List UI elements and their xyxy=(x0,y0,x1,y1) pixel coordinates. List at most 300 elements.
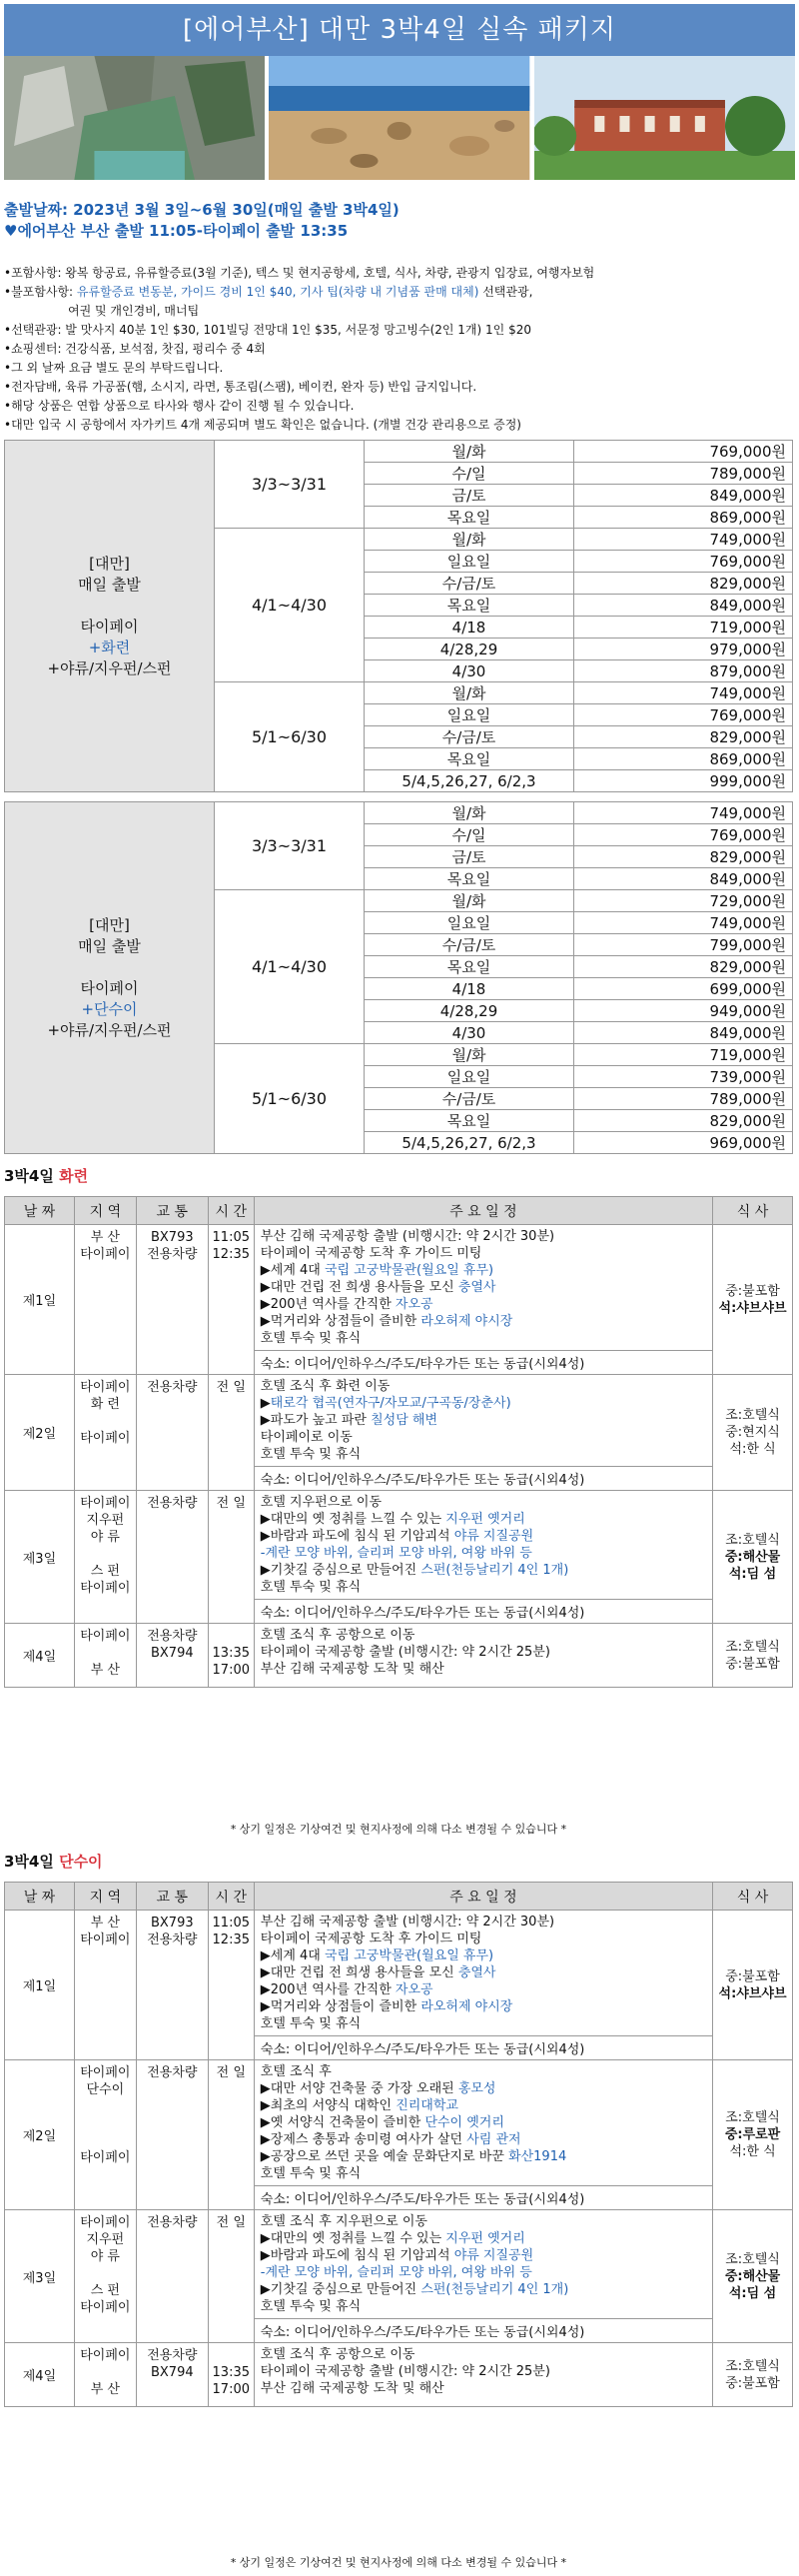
cell-text xyxy=(137,1915,208,1948)
itinerary-line: 타이페이 국제공항 출발 (비행시간: 약 2시간 25분) xyxy=(260,1645,550,1660)
price-amount: 719,000원 xyxy=(574,617,793,639)
itinerary-line: 호텔 조식 후 지우펀으로 이동 xyxy=(260,2214,427,2229)
itinerary-line: 호텔 투숙 및 휴식 xyxy=(260,2166,362,2181)
cell-line: 전 일 xyxy=(216,2215,246,2230)
meal-line: 조:호텔식 xyxy=(725,1532,780,1548)
meal-line: 석:샤브샤브 xyxy=(718,1985,787,2001)
price-amount: 829,000원 xyxy=(574,573,793,595)
time-cell xyxy=(208,2343,254,2407)
day-cell: 제4일 xyxy=(5,2343,75,2407)
price-day: 금/토 xyxy=(365,846,574,868)
itinerary-text: ▶최초의 서양식 대학인 xyxy=(260,2098,397,2113)
itinerary-highlight: 지우펀 옛거리 xyxy=(445,1512,525,1527)
itinerary-highlight: 국립 고궁박물관(월요일 휴무) xyxy=(324,1263,494,1278)
cell-line: 타이페이 xyxy=(80,2215,131,2230)
itinerary-line xyxy=(261,1412,706,1429)
region-cell xyxy=(74,2210,136,2343)
meal-line: 석:한 식 xyxy=(729,1442,776,1457)
time-cell xyxy=(208,1225,254,1375)
cell-line: 부 산 xyxy=(90,1663,120,1678)
meal-line: 석:딤 섬 xyxy=(728,1566,777,1582)
itinerary-cell xyxy=(254,2060,712,2186)
product-label-line xyxy=(9,957,210,978)
itinerary-text: ▶200년 역사를 간직한 xyxy=(260,1982,396,1997)
meal-cell xyxy=(713,1491,793,1624)
schedule-table-hualien xyxy=(4,1196,793,1688)
price-amount: 999,000원 xyxy=(574,770,793,792)
price-amount: 749,000원 xyxy=(574,529,793,551)
footnote-hualien: * 상기 일정은 기상여건 및 현지사정에 의해 다소 변경될 수 있습니다 * xyxy=(230,1823,567,1836)
cell-line: 타이페이 xyxy=(80,1431,131,1446)
cell-line: 전용차량 xyxy=(147,1932,198,1947)
cell-line: 타이페이 xyxy=(80,1932,131,1947)
day-cell: 제3일 xyxy=(5,2210,75,2343)
price-day: 수/일 xyxy=(365,824,574,846)
cell-line: 17:00 xyxy=(212,2382,250,2397)
meal-line: 석:한 식 xyxy=(729,2144,776,2159)
price-amount: 699,000원 xyxy=(574,978,793,1000)
price-day: 목요일 xyxy=(365,507,574,529)
departure-dates: 출발날짜: 2023년 3월 3일~6월 30일(매일 출발 3박4일) xyxy=(4,201,400,219)
price-amount: 769,000원 xyxy=(574,704,793,726)
time-cell xyxy=(208,1375,254,1491)
time-cell xyxy=(208,2060,254,2210)
product-label-line: [대만] xyxy=(89,554,130,573)
itinerary-highlight: 야류 지질공원 xyxy=(453,1529,534,1544)
itinerary-cell xyxy=(254,1911,712,2036)
price-amount: 829,000원 xyxy=(574,1110,793,1132)
price-amount: 969,000원 xyxy=(574,1132,793,1154)
cell-text xyxy=(75,1379,136,1447)
meal-line: 조:호텔식 xyxy=(725,1408,780,1423)
itinerary-line xyxy=(261,1562,706,1579)
region-cell xyxy=(74,2343,136,2407)
cell-line: 전용차량 xyxy=(147,1496,198,1511)
cell-line: 타이페이 xyxy=(80,2300,131,2315)
itinerary-line xyxy=(261,1262,706,1279)
cell-line: BX793 xyxy=(150,1916,194,1931)
price-day: 월/화 xyxy=(365,890,574,912)
product-label-line: 타이페이 xyxy=(80,617,139,636)
itinerary-line: 부산 김해 국제공항 출발 (비행시간: 약 2시간 30분) xyxy=(260,1915,555,1930)
itinerary-line xyxy=(261,2148,706,2165)
cell-text xyxy=(137,2064,208,2081)
note-included: •포함사항: 왕복 항공료, 유류할증료(3월 기준), 텍스 및 현지공항세, 호텔, 식사, 차량, 관광지 입장료, 여행자보험 xyxy=(4,266,595,280)
region-cell xyxy=(74,2060,136,2210)
itinerary-line: 호텔 투숙 및 휴식 xyxy=(260,1447,362,1462)
cell-text xyxy=(75,2064,136,2166)
note-excluded-cont: 여권 및 개인경비, 매너팁 xyxy=(68,304,200,318)
cell-line xyxy=(75,2364,136,2381)
cell-line: 단수이 xyxy=(86,2082,125,2097)
price-day: 월/화 xyxy=(365,529,574,551)
itinerary-cell xyxy=(254,1375,712,1467)
price-day: 4/18 xyxy=(365,978,574,1000)
transport-cell xyxy=(136,2210,208,2343)
price-day: 4/30 xyxy=(365,660,574,682)
photo-strip xyxy=(4,56,795,180)
itinerary-line xyxy=(261,1998,706,2015)
itinerary-line xyxy=(261,1981,706,1998)
coast-photo xyxy=(269,56,529,180)
itinerary-highlight: 충열사 xyxy=(457,1965,496,1980)
itinerary-highlight: 화산1914 xyxy=(508,2149,567,2164)
cell-line: 12:35 xyxy=(212,1932,250,1947)
price-amount: 749,000원 xyxy=(574,912,793,934)
cell-line: 화 련 xyxy=(90,1397,120,1412)
cell-line xyxy=(75,2265,136,2282)
header-itinerary: 주 요 일 정 xyxy=(254,1883,712,1911)
product-label-line: [대만] xyxy=(89,915,130,934)
itinerary-cell xyxy=(254,1225,712,1351)
footnote-tamsui: * 상기 일정은 기상여건 및 현지사정에 의해 다소 변경될 수 있습니다 * xyxy=(230,2556,567,2569)
header-region: 지 역 xyxy=(74,1197,136,1225)
cell-text xyxy=(209,1379,254,1396)
itinerary-line xyxy=(261,2080,706,2097)
schedule-row xyxy=(5,1375,793,1467)
cell-line xyxy=(209,1628,254,1645)
price-row xyxy=(5,802,793,824)
notes-list xyxy=(4,264,793,435)
cell-text xyxy=(75,1229,136,1263)
cell-line xyxy=(75,1645,136,1662)
transport-cell xyxy=(136,2343,208,2407)
product-label xyxy=(5,441,215,792)
cell-line: 지우펀 xyxy=(86,1513,125,1528)
schedule-header xyxy=(5,1197,793,1225)
itinerary-text: ▶대만의 옛 정취를 느낄 수 있는 xyxy=(260,1512,446,1527)
itinerary-highlight: 지우펀 옛거리 xyxy=(445,2231,525,2246)
itinerary-line: 호텔 조식 후 xyxy=(260,2064,332,2079)
price-day: 5/4,5,26,27, 6/2,3 xyxy=(365,1132,574,1154)
meal-line: 조:호텔식 xyxy=(725,2358,780,2374)
schedule-row xyxy=(5,2210,793,2319)
price-day: 4/30 xyxy=(365,1022,574,1044)
meal-line: 중:불포함 xyxy=(725,1283,780,1299)
day-cell: 제4일 xyxy=(5,1624,75,1688)
itinerary-line xyxy=(261,2247,706,2264)
cell-line: 부 산 xyxy=(90,2382,120,2397)
day-cell: 제1일 xyxy=(5,1225,75,1375)
header-day: 날 짜 xyxy=(5,1197,75,1225)
price-amount: 769,000원 xyxy=(574,551,793,573)
note-kit: •대만 입국 시 공항에서 자가키트 4개 제공되며 별도 확인은 없습니다. (개별 건강 관리용으로 증정) xyxy=(4,418,521,432)
itinerary-text: ▶바람과 파도에 침식 된 기암괴석 xyxy=(260,2248,454,2263)
cell-line: 13:35 xyxy=(212,1646,250,1661)
itinerary-text: ▶먹거리와 상점들이 즐비한 xyxy=(260,1999,421,2014)
note-optional: •선택관광: 발 맛사지 40분 1인 $30, 101빌딩 전망대 1인 $35, 서문정 망고빙수(2인 1개) 1인 $20 xyxy=(4,323,531,337)
itinerary-highlight: 스펀(천등날리기 4인 1개) xyxy=(420,2282,569,2297)
cell-line: 스 펀 xyxy=(90,2283,120,2298)
cell-text xyxy=(209,2347,254,2398)
cell-line xyxy=(75,1546,136,1563)
price-amount: 789,000원 xyxy=(574,463,793,485)
meal-line: 중:해산물 xyxy=(724,2268,781,2284)
cell-line: 전 일 xyxy=(216,1380,246,1395)
itinerary-line: 호텔 조식 후 공항으로 이동 xyxy=(260,2347,415,2362)
itinerary-highlight: 칠성담 해변 xyxy=(371,1413,438,1428)
header-meal: 식 사 xyxy=(713,1197,793,1225)
meal-line: 중:해산물 xyxy=(724,1549,781,1565)
meal-line: 조:호텔식 xyxy=(725,2251,780,2267)
cell-line: 전용차량 xyxy=(147,2065,198,2080)
price-day: 월/화 xyxy=(365,441,574,463)
price-table-tamsui xyxy=(4,801,793,1154)
page-title: [에어부산] 대만 3박4일 실속 패키지 xyxy=(4,4,795,56)
cell-text xyxy=(137,2214,208,2231)
product-label xyxy=(5,802,215,1154)
cell-line: 스 펀 xyxy=(90,1564,120,1579)
day-cell: 제2일 xyxy=(5,1375,75,1491)
price-amount: 789,000원 xyxy=(574,1088,793,1110)
transport-cell xyxy=(136,1375,208,1491)
schedule-row xyxy=(5,1225,793,1351)
region-cell xyxy=(74,1375,136,1491)
note-excluded: •불포함사항: 유류할증료 변동분, 가이드 경비 1인 $40, 기사 팁(차량 내 기념품 판매 대체) 선택관광, xyxy=(4,285,533,299)
price-amount: 829,000원 xyxy=(574,726,793,748)
itinerary-text: ▶옛 서양식 건축물이 즐비한 xyxy=(260,2115,425,2130)
itinerary-text: ▶대만 서양 건축물 중 가장 오래된 xyxy=(260,2081,458,2096)
cell-text xyxy=(137,1628,208,1662)
price-period: 3/3~3/31 xyxy=(215,802,365,890)
note-joint: •해당 상품은 연합 상품으로 타사와 행사 같이 진행 될 수 있습니다. xyxy=(4,399,355,413)
itinerary-line: 타이페이 국제공항 도착 후 가이드 미팅 xyxy=(260,1246,482,1261)
transport-cell xyxy=(136,2060,208,2210)
price-day: 4/18 xyxy=(365,617,574,639)
gorge-photo xyxy=(4,56,265,180)
product-label-line: 매일 출발 xyxy=(78,575,141,594)
price-day: 목요일 xyxy=(365,595,574,617)
fort-photo xyxy=(534,56,795,180)
price-amount: 849,000원 xyxy=(574,485,793,507)
day-cell: 제3일 xyxy=(5,1491,75,1624)
cell-text xyxy=(75,1495,136,1597)
itinerary-line: 호텔 투숙 및 휴식 xyxy=(260,1331,362,1346)
price-amount: 979,000원 xyxy=(574,639,793,660)
itinerary-line: 부산 김해 국제공항 출발 (비행시간: 약 2시간 30분) xyxy=(260,1229,555,1244)
header-region: 지 역 xyxy=(74,1883,136,1911)
cell-line: 전 일 xyxy=(216,2065,246,2080)
price-day: 수/금/토 xyxy=(365,726,574,748)
price-day: 목요일 xyxy=(365,956,574,978)
price-period: 3/3~3/31 xyxy=(215,441,365,529)
transport-cell xyxy=(136,1491,208,1624)
itinerary-line: 호텔 투숙 및 휴식 xyxy=(260,1580,362,1595)
meal-cell xyxy=(713,1375,793,1491)
itinerary-text: ▶대만 건립 전 희생 용사들을 모신 xyxy=(260,1965,458,1980)
time-cell xyxy=(208,2210,254,2343)
itinerary-highlight: 라오허제 야시장 xyxy=(420,1314,513,1329)
time-cell xyxy=(208,1911,254,2060)
itinerary-line xyxy=(261,1395,706,1412)
itinerary-highlight: 야류 지질공원 xyxy=(453,2248,534,2263)
day-cell: 제2일 xyxy=(5,2060,75,2210)
schedule-table-tamsui xyxy=(4,1882,793,2407)
cell-line: 전용차량 xyxy=(147,1247,198,1262)
itinerary-line xyxy=(261,1947,706,1964)
schedule-row xyxy=(5,2343,793,2407)
cell-text xyxy=(75,2214,136,2316)
cell-line: 타이페이 xyxy=(80,1581,131,1596)
cell-line: 부 산 xyxy=(90,1916,120,1931)
itinerary-text: ▶세계 4대 xyxy=(260,1263,325,1278)
meal-line: 중:현지식 xyxy=(725,1425,780,1440)
itinerary-text: ▶대만 건립 전 희생 용사들을 모신 xyxy=(260,1280,458,1295)
itinerary-text: ▶ xyxy=(260,1396,271,1411)
product-label-line: 매일 출발 xyxy=(78,936,141,955)
cell-line xyxy=(75,2098,136,2115)
cell-text xyxy=(209,1915,254,1948)
itinerary-line: 타이페이로 이동 xyxy=(260,1430,353,1445)
price-amount: 849,000원 xyxy=(574,868,793,890)
cell-line: BX793 xyxy=(150,1230,194,1245)
itinerary-line xyxy=(261,1296,706,1313)
itinerary-line xyxy=(261,2230,706,2247)
price-day: 일요일 xyxy=(365,912,574,934)
region-cell xyxy=(74,1624,136,1688)
price-amount: 739,000원 xyxy=(574,1066,793,1088)
cell-line: 13:35 xyxy=(212,2365,250,2380)
price-day: 일요일 xyxy=(365,1066,574,1088)
stay-cell: 숙소: 이디어/인하우스/주도/타우가든 또는 동급(시외4성) xyxy=(254,1600,712,1624)
meal-line: 조:호텔식 xyxy=(725,2110,780,2125)
cell-text xyxy=(137,2347,208,2381)
itinerary-text: ▶200년 역사를 간직한 xyxy=(260,1297,396,1312)
meal-cell xyxy=(713,2060,793,2210)
itinerary-cell xyxy=(254,2343,712,2407)
price-day: 목요일 xyxy=(365,748,574,770)
schedule-row xyxy=(5,1624,793,1688)
time-cell xyxy=(208,1624,254,1688)
cell-line: 전용차량 xyxy=(147,2215,198,2230)
price-period: 4/1~4/30 xyxy=(215,529,365,682)
itinerary-highlight: 홍모성 xyxy=(457,2081,496,2096)
product-label-line: 타이페이 xyxy=(80,978,139,997)
itinerary-cell xyxy=(254,1624,712,1688)
stay-cell: 숙소: 이디어/인하우스/주도/타우가든 또는 동급(시외4성) xyxy=(254,2186,712,2210)
header-day: 날 짜 xyxy=(5,1883,75,1911)
cell-text xyxy=(137,1379,208,1396)
itinerary-line: 호텔 조식 후 화련 이동 xyxy=(260,1379,391,1394)
price-day: 월/화 xyxy=(365,1044,574,1066)
note-other-dates: •그 외 날짜 요금 별도 문의 부탁드립니다. xyxy=(4,361,224,375)
price-amount: 799,000원 xyxy=(574,934,793,956)
cell-text xyxy=(209,1495,254,1512)
price-table-hualien xyxy=(4,440,793,792)
section-title-tamsui: 3박4일 단수이 xyxy=(4,1853,103,1871)
product-label-line: +야류/지우펀/스펀 xyxy=(47,1020,172,1039)
price-day: 일요일 xyxy=(365,551,574,573)
stay-cell: 숙소: 이디어/인하우스/주도/타우가든 또는 동급(시외4성) xyxy=(254,1467,712,1491)
itinerary-line xyxy=(261,2131,706,2148)
itinerary-highlight: 사림 관저 xyxy=(466,2132,521,2147)
itinerary-text: ▶바람과 파도에 침식 된 기암괴석 xyxy=(260,1529,454,1544)
schedule-header xyxy=(5,1883,793,1911)
cell-text xyxy=(209,2064,254,2081)
cell-line: 전 일 xyxy=(216,1496,246,1511)
itinerary-line: 호텔 투숙 및 휴식 xyxy=(260,2299,362,2314)
schedule-row xyxy=(5,1491,793,1600)
itinerary-highlight: 스펀(천등날리기 4인 1개) xyxy=(420,1563,569,1578)
product-label-line: +단수이 xyxy=(81,999,138,1018)
price-amount: 879,000원 xyxy=(574,660,793,682)
stay-cell: 숙소: 이디어/인하우스/주도/타우가든 또는 동급(시외4성) xyxy=(254,2036,712,2060)
itinerary-cell xyxy=(254,2210,712,2319)
cell-line: BX794 xyxy=(150,2365,194,2380)
cell-line: 타이페이 xyxy=(80,1247,131,1262)
cell-line: 야 류 xyxy=(90,1530,120,1545)
itinerary-line: 타이페이 국제공항 도착 후 가이드 미팅 xyxy=(260,1932,482,1946)
itinerary-text: ▶파도가 높고 파란 xyxy=(260,1413,372,1428)
header-time: 시 간 xyxy=(208,1197,254,1225)
itinerary-highlight: 태로각 협곡(연자구/자모교/구곡동/장춘사) xyxy=(270,1396,511,1411)
price-amount: 749,000원 xyxy=(574,802,793,824)
meal-line: 중:불포함 xyxy=(725,1968,780,1984)
schedule-row xyxy=(5,1911,793,2036)
day-cell: 제1일 xyxy=(5,1911,75,2060)
meal-cell xyxy=(713,2210,793,2343)
price-day: 수/금/토 xyxy=(365,573,574,595)
price-amount: 829,000원 xyxy=(574,956,793,978)
price-amount: 749,000원 xyxy=(574,682,793,704)
cell-line: 전용차량 xyxy=(147,2348,198,2363)
cell-line: 부 산 xyxy=(90,1230,120,1245)
price-amount: 849,000원 xyxy=(574,1022,793,1044)
cell-text xyxy=(209,1628,254,1679)
itinerary-text: ▶장제스 총통과 송미령 여사가 살던 xyxy=(260,2132,467,2147)
header-time: 시 간 xyxy=(208,1883,254,1911)
note-prohibited: •전자담배, 육류 가공품(햄, 소시지, 라면, 통조림(스팸), 베이컨, 완자 등) 반입 금지입니다. xyxy=(4,380,477,394)
price-amount: 769,000원 xyxy=(574,441,793,463)
cell-line: BX794 xyxy=(150,1646,194,1661)
itinerary-line xyxy=(261,2097,706,2114)
itinerary-highlight: 진리대학교 xyxy=(396,2098,458,2113)
price-day: 수/일 xyxy=(365,463,574,485)
cell-line: 타이페이 xyxy=(80,1380,131,1395)
itinerary-line: -계란 모양 바위, 슬리퍼 모양 바위, 여왕 바위 등 xyxy=(260,1546,532,1561)
cell-line: 12:35 xyxy=(212,1247,250,1262)
region-cell xyxy=(74,1491,136,1624)
price-day: 목요일 xyxy=(365,868,574,890)
cell-line: 11:05 xyxy=(212,1230,250,1245)
meal-cell xyxy=(713,1911,793,2060)
header-transport: 교 통 xyxy=(136,1197,208,1225)
itinerary-line xyxy=(261,2114,706,2131)
price-day: 5/4,5,26,27, 6/2,3 xyxy=(365,770,574,792)
itinerary-line: 호텔 지우펀으로 이동 xyxy=(260,1495,383,1510)
meal-line: 중:불포함 xyxy=(725,1656,780,1672)
cell-text xyxy=(137,1229,208,1263)
note-shopping: •쇼핑센터: 건강식품, 보석점, 찻집, 펑리수 중 4회 xyxy=(4,342,266,356)
price-amount: 829,000원 xyxy=(574,846,793,868)
itinerary-text: ▶기찻길 중심으로 만들어진 xyxy=(260,1563,421,1578)
stay-cell: 숙소: 이디어/인하우스/주도/타우가든 또는 동급(시외4성) xyxy=(254,1351,712,1375)
price-day: 월/화 xyxy=(365,682,574,704)
product-label-line: +야류/지우펀/스펀 xyxy=(47,658,172,677)
itinerary-highlight: 라오허제 야시장 xyxy=(420,1999,513,2014)
itinerary-line xyxy=(261,1964,706,1981)
itinerary-text: ▶기찻길 중심으로 만들어진 xyxy=(260,2282,421,2297)
time-cell xyxy=(208,1491,254,1624)
price-period: 4/1~4/30 xyxy=(215,890,365,1044)
cell-line: 타이페이 xyxy=(80,2150,131,2165)
meal-line: 석:샤브샤브 xyxy=(718,1300,787,1316)
itinerary-highlight: 단수이 옛거리 xyxy=(424,2115,504,2130)
itinerary-line xyxy=(261,2281,706,2298)
cell-text xyxy=(137,1495,208,1512)
price-day: 목요일 xyxy=(365,1110,574,1132)
itinerary-line: 타이페이 국제공항 출발 (비행시간: 약 2시간 25분) xyxy=(260,2364,550,2379)
